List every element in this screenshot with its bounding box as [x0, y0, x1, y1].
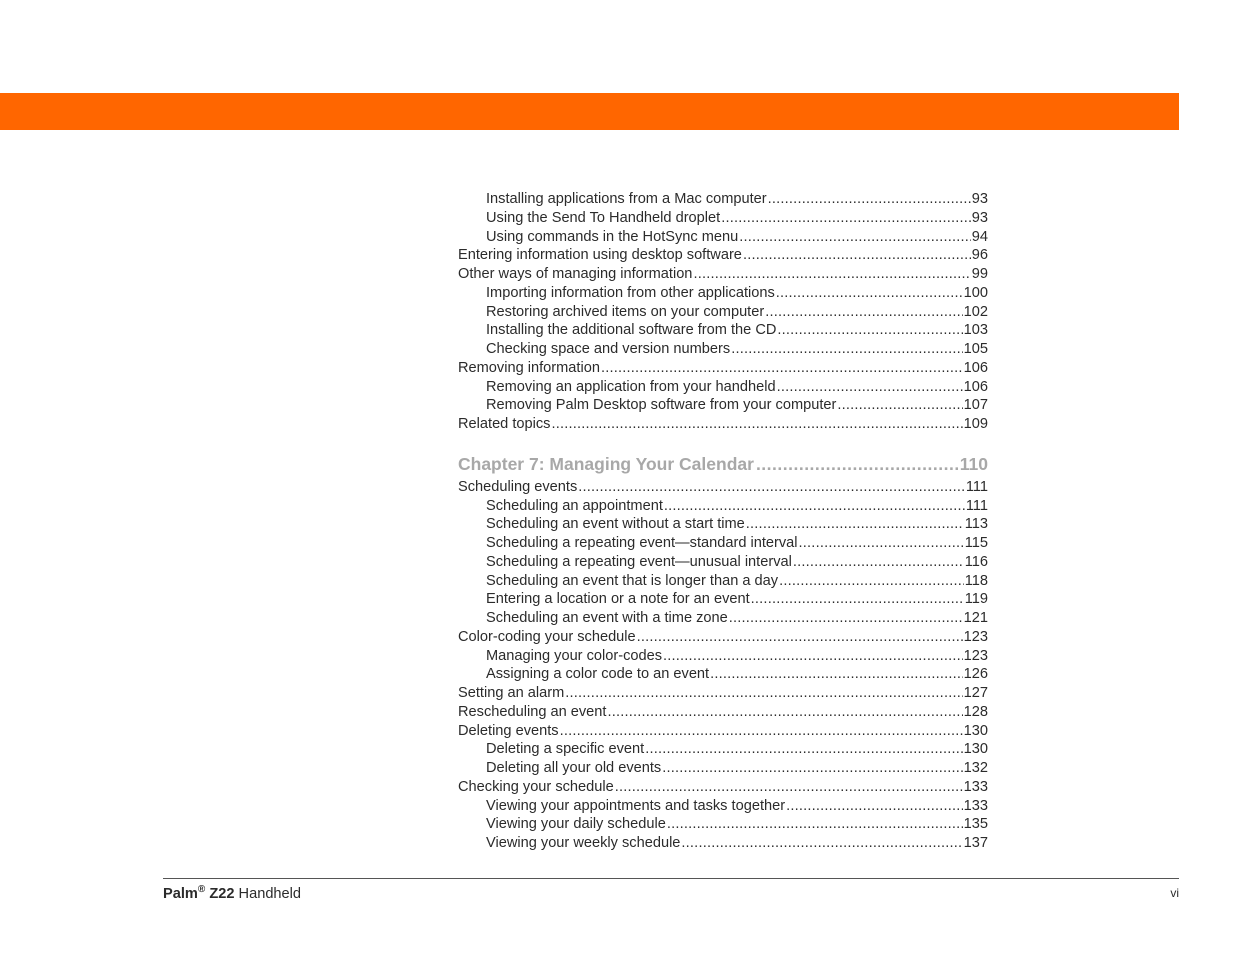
- toc-entry-title: Managing your color-codes: [486, 647, 663, 664]
- toc-entry[interactable]: [458, 815, 988, 834]
- toc-entry-title: Importing information from other applications: [486, 284, 775, 301]
- dot-leader: [779, 572, 964, 591]
- dot-leader: [662, 759, 962, 778]
- toc-entry-page: 102: [963, 303, 988, 320]
- toc-entry[interactable]: [458, 265, 988, 284]
- dot-leader: [729, 609, 963, 628]
- toc-entry-page: 128: [963, 703, 988, 720]
- toc-entry-page: 106: [963, 359, 988, 376]
- toc-entry[interactable]: [458, 553, 988, 572]
- toc-entry-title: Scheduling an event that is longer than a day: [486, 572, 779, 589]
- toc-entry-page: 94: [971, 228, 988, 245]
- dot-leader: [756, 453, 958, 475]
- dot-leader: [615, 778, 963, 797]
- toc-entry-title: Viewing your daily schedule: [486, 816, 666, 833]
- toc-entry[interactable]: [458, 190, 988, 209]
- toc-entry-page: 119: [964, 591, 988, 608]
- toc-entry-title: Scheduling an event with a time zone: [486, 610, 728, 626]
- dot-leader: [578, 478, 965, 497]
- toc-entry-page: 105: [963, 341, 988, 357]
- toc-entry-title: Removing an application from your handheld: [486, 378, 776, 395]
- toc-entry-page: 100: [963, 284, 988, 301]
- toc-entry-page: 111: [965, 497, 988, 514]
- dot-leader: [799, 534, 964, 553]
- toc-entry[interactable]: [458, 303, 988, 322]
- dot-leader: [739, 228, 971, 247]
- dot-leader: [637, 628, 963, 647]
- dot-leader: [786, 797, 963, 816]
- toc-entry[interactable]: [458, 534, 988, 553]
- toc-entry-page: 111: [965, 478, 988, 495]
- toc-entry[interactable]: [458, 378, 988, 397]
- toc-entry[interactable]: [458, 515, 988, 534]
- toc-entry-title: Entering a location or a note for an event: [486, 591, 750, 608]
- toc-entry-title: Scheduling events: [458, 478, 578, 495]
- toc-entry-page: 132: [963, 760, 988, 776]
- toc-entry[interactable]: [458, 321, 988, 340]
- toc-entry[interactable]: [458, 478, 988, 497]
- toc-entry[interactable]: [458, 628, 988, 647]
- dot-leader: [768, 190, 971, 209]
- toc-entry-page: 137: [963, 835, 988, 851]
- toc-entry-page: 126: [963, 666, 988, 683]
- chapter-title: Chapter 7: Managing Your Calendar: [458, 453, 754, 474]
- toc-entry-page: 115: [964, 535, 988, 551]
- toc-entry[interactable]: [458, 497, 988, 516]
- toc-entry-title: Scheduling a repeating event—unusual interval: [486, 553, 792, 570]
- toc-entry-page: 121: [963, 610, 988, 626]
- toc-entry[interactable]: [458, 759, 988, 778]
- toc-entry-page: 130: [963, 722, 988, 739]
- toc-entry-title: Scheduling a repeating event—standard interval: [486, 535, 798, 551]
- dot-leader: [776, 284, 963, 303]
- toc-entry-title: Setting an alarm: [458, 685, 565, 701]
- dot-leader: [560, 722, 963, 741]
- toc-entry[interactable]: [458, 609, 988, 628]
- toc-entry[interactable]: [458, 359, 988, 378]
- dot-leader: [663, 647, 963, 666]
- toc-entry-page: 113: [964, 516, 988, 533]
- toc-entry[interactable]: [458, 703, 988, 722]
- toc-entry-title: Using the Send To Handheld droplet: [486, 209, 721, 226]
- dot-leader: [743, 246, 971, 265]
- footer-page-number: vi: [1170, 886, 1179, 900]
- toc-entry-page: 133: [963, 778, 988, 795]
- dot-leader: [693, 265, 970, 284]
- toc-entry-title: Scheduling an appointment: [486, 497, 663, 514]
- registered-mark: ®: [197, 884, 206, 895]
- toc-entry-title: Entering information using desktop software: [458, 247, 742, 264]
- toc-entry-title: Related topics: [458, 416, 551, 432]
- toc-entry-page: 106: [963, 378, 988, 395]
- toc-entry-page: 99: [971, 266, 988, 282]
- toc-entry-title: Viewing your weekly schedule: [486, 835, 681, 851]
- toc-entry-page: 135: [963, 816, 988, 833]
- toc-entry-title: Deleting a specific event: [486, 741, 645, 758]
- dot-leader: [667, 815, 963, 834]
- toc-entry[interactable]: [458, 778, 988, 797]
- footer-brand: Palm: [163, 885, 198, 902]
- dot-leader: [765, 303, 962, 322]
- toc-section-before-chapter: [458, 190, 988, 434]
- toc-entry-page: 107: [963, 397, 988, 414]
- toc-entry-title: Installing applications from a Mac computer: [486, 191, 767, 207]
- footer-product: [163, 884, 301, 902]
- toc-entry-page: 93: [971, 209, 988, 226]
- dot-leader: [565, 684, 962, 703]
- toc-entry-title: Deleting events: [458, 722, 559, 739]
- toc-entry-page: 127: [963, 685, 988, 701]
- footer-model: Z22: [209, 885, 235, 902]
- toc-entry-title: Using commands in the HotSync menu: [486, 228, 739, 245]
- toc-entry-page: 123: [963, 647, 988, 664]
- dot-leader: [645, 740, 962, 759]
- toc-entry[interactable]: [458, 572, 988, 591]
- dot-leader: [837, 396, 962, 415]
- toc-entry-title: Rescheduling an event: [458, 703, 607, 720]
- dot-leader: [607, 703, 962, 722]
- dot-leader: [681, 834, 962, 853]
- toc-entry-page: 96: [971, 247, 988, 264]
- toc-entry-title: Deleting all your old events: [486, 760, 662, 776]
- toc-entry[interactable]: [458, 415, 988, 434]
- dot-leader: [731, 340, 962, 359]
- chapter-heading[interactable]: [458, 453, 988, 475]
- toc-entry-title: Color-coding your schedule: [458, 628, 636, 645]
- toc-entry-title: Assigning a color code to an event: [486, 666, 710, 683]
- toc-section-after-chapter: [458, 478, 988, 853]
- toc-entry[interactable]: [458, 722, 988, 741]
- dot-leader: [721, 209, 971, 228]
- chapter-page: 110: [959, 453, 988, 474]
- toc-entry[interactable]: [458, 228, 988, 247]
- toc-entry-page: 93: [971, 191, 988, 207]
- toc-entry-title: Scheduling an event without a start time: [486, 516, 745, 533]
- toc-entry[interactable]: [458, 396, 988, 415]
- toc-entry-page: 103: [963, 322, 988, 339]
- dot-leader: [751, 590, 964, 609]
- toc-entry[interactable]: [458, 284, 988, 303]
- toc-entry-page: 109: [963, 416, 988, 432]
- toc-entry[interactable]: [458, 340, 988, 359]
- dot-leader: [664, 497, 965, 516]
- header-banner: [0, 93, 1179, 130]
- toc-entry-page: 123: [963, 628, 988, 645]
- table-of-contents: [458, 190, 988, 853]
- toc-entry-title: Viewing your appointments and tasks together: [486, 797, 786, 814]
- toc-entry-page: 118: [964, 572, 988, 589]
- toc-entry[interactable]: [458, 590, 988, 609]
- toc-entry[interactable]: [458, 797, 988, 816]
- dot-leader: [551, 415, 962, 434]
- toc-entry[interactable]: [458, 647, 988, 666]
- toc-entry[interactable]: [458, 246, 988, 265]
- toc-entry-title: Removing Palm Desktop software from your computer: [486, 397, 837, 414]
- toc-entry-page: 130: [963, 741, 988, 758]
- toc-entry-title: Checking space and version numbers: [486, 341, 731, 357]
- toc-entry-title: Other ways of managing information: [458, 266, 693, 282]
- dot-leader: [746, 515, 964, 534]
- toc-entry[interactable]: [458, 665, 988, 684]
- dot-leader: [710, 665, 963, 684]
- toc-entry[interactable]: [458, 209, 988, 228]
- footer-product-name: Handheld: [238, 885, 302, 902]
- toc-entry-title: Installing the additional software from the CD: [486, 322, 777, 339]
- toc-entry-page: 116: [964, 553, 988, 570]
- toc-entry[interactable]: [458, 684, 988, 703]
- toc-entry[interactable]: [458, 834, 988, 853]
- toc-entry-title: Restoring archived items on your computer: [486, 303, 765, 320]
- dot-leader: [601, 359, 963, 378]
- dot-leader: [777, 321, 962, 340]
- toc-entry[interactable]: [458, 740, 988, 759]
- toc-entry-title: Checking your schedule: [458, 778, 614, 795]
- dot-leader: [777, 378, 963, 397]
- footer-divider: [163, 878, 1179, 879]
- toc-entry-title: Removing information: [458, 359, 600, 376]
- toc-entry-page: 133: [963, 797, 988, 814]
- dot-leader: [793, 553, 964, 572]
